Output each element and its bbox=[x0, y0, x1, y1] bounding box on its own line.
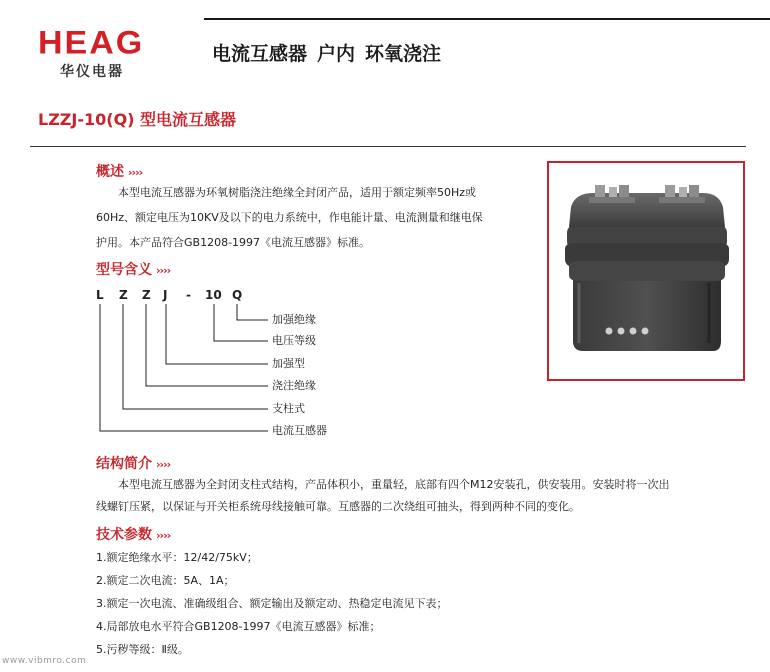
brand-logo-subtitle: 华仪电器 bbox=[60, 64, 124, 80]
chevrons-icon: ›››› bbox=[156, 264, 171, 277]
model-code-label: 加强型 bbox=[272, 357, 305, 370]
spec-item: 1.额定绝缘水平：12/42/75kV； bbox=[96, 551, 258, 564]
structure-line: 线螺钉压紧，以保证与开关柜系统母线接触可靠。互感器的二次绕组可抽头，得到两种不同的变化。 bbox=[96, 500, 580, 513]
model-code-label: 加强绝缘 bbox=[272, 313, 316, 326]
category-part: 电流互感器 bbox=[212, 43, 308, 65]
chevrons-icon: ›››› bbox=[156, 458, 171, 471]
model-code-letter: Z bbox=[119, 288, 128, 302]
model-code-label: 电流互感器 bbox=[272, 424, 327, 437]
chevrons-icon: ›››› bbox=[156, 529, 171, 542]
model-code-label: 支柱式 bbox=[272, 402, 305, 415]
model-code-label: 电压等级 bbox=[272, 334, 316, 347]
section-heading-text: 结构简介 bbox=[96, 456, 152, 472]
overview-line: 护用。本产品符合GB1208-1997《电流互感器》标准。 bbox=[96, 236, 371, 249]
model-code-letter: - bbox=[186, 288, 191, 302]
category-part: 环氧浇注 bbox=[365, 43, 442, 65]
model-code-label: 浇注绝缘 bbox=[272, 379, 316, 392]
brand-logo: HEAG bbox=[38, 24, 145, 62]
model-code-letter: L bbox=[96, 288, 104, 302]
structure-line: 本型电流互感器为全封闭支柱式结构，产品体积小，重量轻，底部有四个M12安装孔，供安装用。安装时将一次出 bbox=[118, 478, 670, 491]
product-title: LZZJ-10(Q) 型电流互感器 bbox=[38, 110, 237, 129]
category-part: 户内 bbox=[317, 43, 356, 65]
model-code-letter: J bbox=[163, 288, 168, 302]
section-heading-text: 技术参数 bbox=[96, 527, 152, 543]
spec-item: 5.污秽等级：Ⅱ级。 bbox=[96, 643, 189, 656]
overview-line: 本型电流互感器为环氧树脂浇注绝缘全封闭产品，适用于额定频率50Hz或 bbox=[118, 186, 477, 199]
model-code-letter: Z bbox=[142, 288, 151, 302]
section-heading-text: 概述 bbox=[96, 164, 124, 180]
model-code-letter: Q bbox=[232, 288, 243, 302]
section-heading-tech bbox=[96, 526, 170, 545]
site-watermark: www.vibmro.com bbox=[2, 656, 87, 666]
section-heading-structure bbox=[96, 455, 170, 474]
spec-item: 4.局部放电水平符合GB1208-1997《电流互感器》标准； bbox=[96, 620, 381, 633]
section-heading-text: 型号含义 bbox=[96, 262, 152, 278]
spec-item: 2.额定二次电流：5A、1A； bbox=[96, 574, 235, 587]
spec-item: 3.额定一次电流、准确级组合、额定输出及额定动、热稳定电流见下表； bbox=[96, 597, 448, 610]
overview-line: 60Hz、额定电压为10KV及以下的电力系统中，作电能计量、电流测量和继电保 bbox=[96, 211, 483, 224]
chevrons-icon: ›››› bbox=[128, 166, 143, 179]
model-code-letter: 10 bbox=[205, 288, 222, 302]
